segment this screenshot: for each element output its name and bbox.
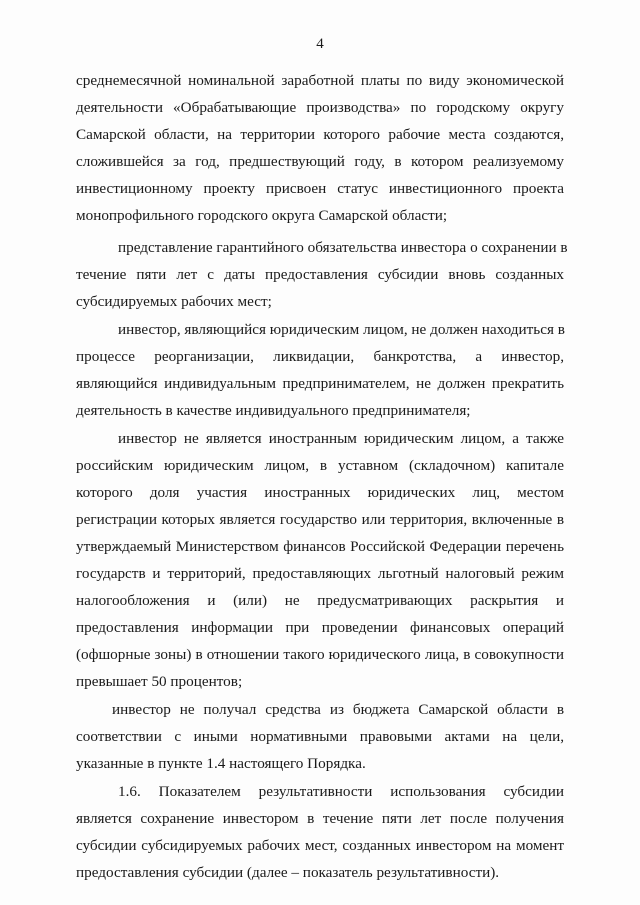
text-line: деятельности «Обрабатывающие производства» по городскому округу [76,99,564,116]
text-line: государств и территорий, предоставляющих льготный налоговый режим [76,565,564,582]
text-line: является сохранение инвестором в течение пяти лет после получения [76,810,564,827]
text-line: инвестор не является иностранным юридическим лицом, а также [118,430,564,447]
text-line: среднемесячной номинальной заработной платы по виду экономической [76,72,564,89]
text-line: Самарской области, на территории которого рабочие места создаются, [76,126,564,143]
text-line: сложившейся за год, предшествующий году, в котором реализуемому [76,153,564,170]
text-line: инвестор, являющийся юридическим лицом, не должен находиться в [118,321,565,338]
text-line: налогообложения и (или) не предусматривающих раскрытия и [76,592,564,609]
text-line: (офшорные зоны) в отношении такого юридического лица, в совокупности [76,646,564,663]
text-line: соответствии с иными нормативными правовыми актами на цели, [76,728,564,745]
text-line: субсидируемых рабочих мест; [76,293,272,310]
text-line: деятельность в качестве индивидуального предпринимателя; [76,402,471,419]
text-line: указанные в пункте 1.4 настоящего Порядка. [76,755,366,772]
text-line: регистрации которых является государство или территория, включенные в [76,511,564,528]
text-line: российским юридическим лицом, в уставном (складочном) капитале [76,457,564,474]
text-line: предоставления субсидии (далее – показатель результативности). [76,864,500,881]
text-line: предоставления информации при проведении финансовых операций [76,619,564,636]
text-line: превышает 50 процентов; [76,673,243,690]
text-line: монопрофильного городского округа Самарской области; [76,207,448,224]
text-line: процессе реорганизации, ликвидации, банкротства, а инвестор, [76,348,564,365]
text-line: 1.6. Показателем результативности использования субсидии [118,783,564,800]
text-line: субсидии субсидируемых рабочих мест, созданных инвестором на момент [76,837,564,854]
text-line: являющийся индивидуальным предпринимателем, не должен прекратить [76,375,564,392]
text-line: представление гарантийного обязательства инвестора о сохранении в [118,239,568,256]
text-line: которого доля участия иностранных юридических лиц, местом [76,484,564,501]
text-line: течение пяти лет с даты предоставления субсидии вновь созданных [76,266,564,283]
text-line: инвестиционному проекту присвоен статус инвестиционного проекта [76,180,564,197]
text-line: утверждаемый Министерством финансов Российской Федерации перечень [76,538,564,555]
text-line: инвестор не получал средства из бюджета Самарской области в [112,701,564,718]
page-number: 4 [316,36,324,52]
